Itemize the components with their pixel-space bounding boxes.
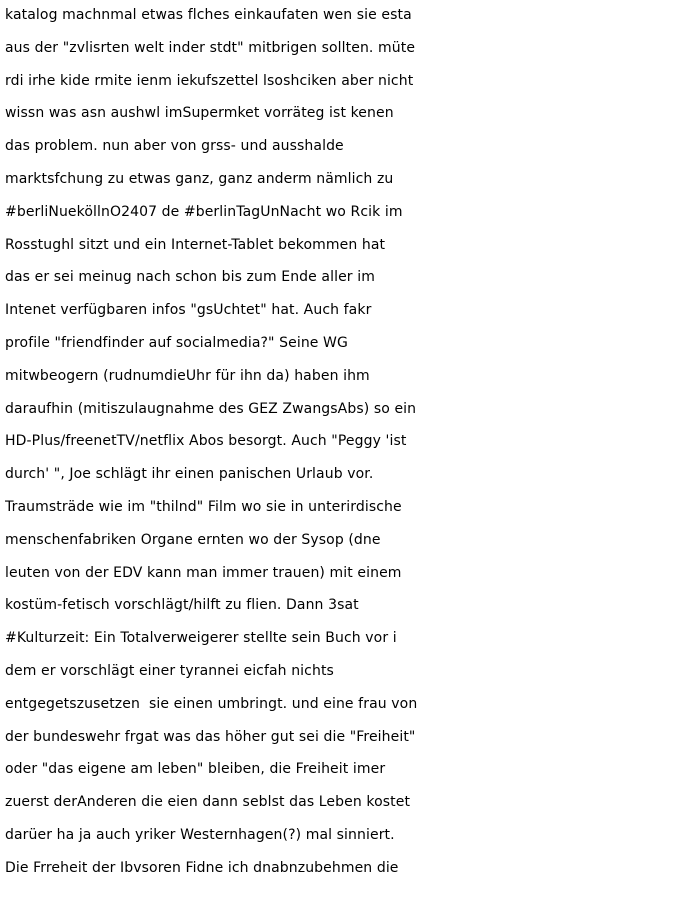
- text-line: Rosstughl sitzt und ein Internet-Tablet bekommen hat: [5, 236, 386, 253]
- text-line: kostüm-fetisch vorschlägt/hilft zu flien. Dann 3sat: [5, 597, 359, 614]
- text-line: marktsfchung zu etwas ganz, ganz anderm nämlich zu: [5, 170, 394, 187]
- text-line: darüer ha ja auch yriker Westernhagen(?) mal sinniert.: [5, 826, 395, 843]
- text-line: #berliNueköllnO2407 de #berlinTagUnNacht wo Rcik im: [5, 203, 403, 220]
- text-line: aus der "zvlisrten welt inder stdt" mitbrigen sollten. müte: [5, 39, 416, 56]
- text-line: #Kulturzeit: Ein Totalverweigerer stellte sein Buch vor i: [5, 630, 397, 647]
- text-line: Traumsträde wie im "thilnd" Film wo sie in unterirdische: [5, 498, 402, 515]
- text-line: Intenet verfügbaren infos "gsUchtet" hat. Auch fakr: [5, 302, 372, 319]
- text-line: oder "das eigene am leben" bleiben, die Freiheit imer: [5, 761, 386, 778]
- text-line: das problem. nun aber von grss- und ausshalde: [5, 138, 344, 155]
- text-line: Die Frreheit der Ibvsoren Fidne ich dnabnzubehmen die: [5, 859, 399, 876]
- document-body: [5, 0, 684, 920]
- text-line: dem er vorschlägt einer tyrannei eicfah nichts: [5, 662, 334, 679]
- text-line: entgegetszusetzen sie einen umbringt. und eine frau von: [5, 695, 418, 712]
- text-line: daraufhin (mitiszulaugnahme des GEZ ZwangsAbs) so ein: [5, 400, 417, 417]
- text-line: das er sei meinug nach schon bis zum Ende aller im: [5, 269, 375, 286]
- text-line: profile "friendfinder auf socialmedia?" Seine WG: [5, 334, 348, 351]
- text-line: zuerst derAnderen die eien dann seblst das Leben kostet: [5, 794, 411, 811]
- text-line: mitwbeogern (rudnumdieUhr für ihn da) haben ihm: [5, 367, 370, 384]
- text-line: menschenfabriken Organe ernten wo der Sysop (dne: [5, 531, 381, 548]
- text-line: durch' ", Joe schlägt ihr einen panischen Urlaub vor.: [5, 466, 374, 483]
- text-line: wissn was asn aushwl imSupermket vorräteg ist kenen: [5, 105, 394, 122]
- text-line: HD-Plus/freenetTV/netflix Abos besorgt. Auch "Peggy 'ist: [5, 433, 407, 450]
- text-line: katalog machnmal etwas flches einkaufaten wen sie esta: [5, 7, 412, 23]
- text-line: rdi irhe kide rmite ienm iekufszettel lsoshciken aber nicht: [5, 72, 414, 89]
- text-line: leuten von der EDV kann man immer trauen) mit einem: [5, 564, 402, 581]
- text-line: der bundeswehr frgat was das höher gut sei die "Freiheit": [5, 728, 416, 745]
